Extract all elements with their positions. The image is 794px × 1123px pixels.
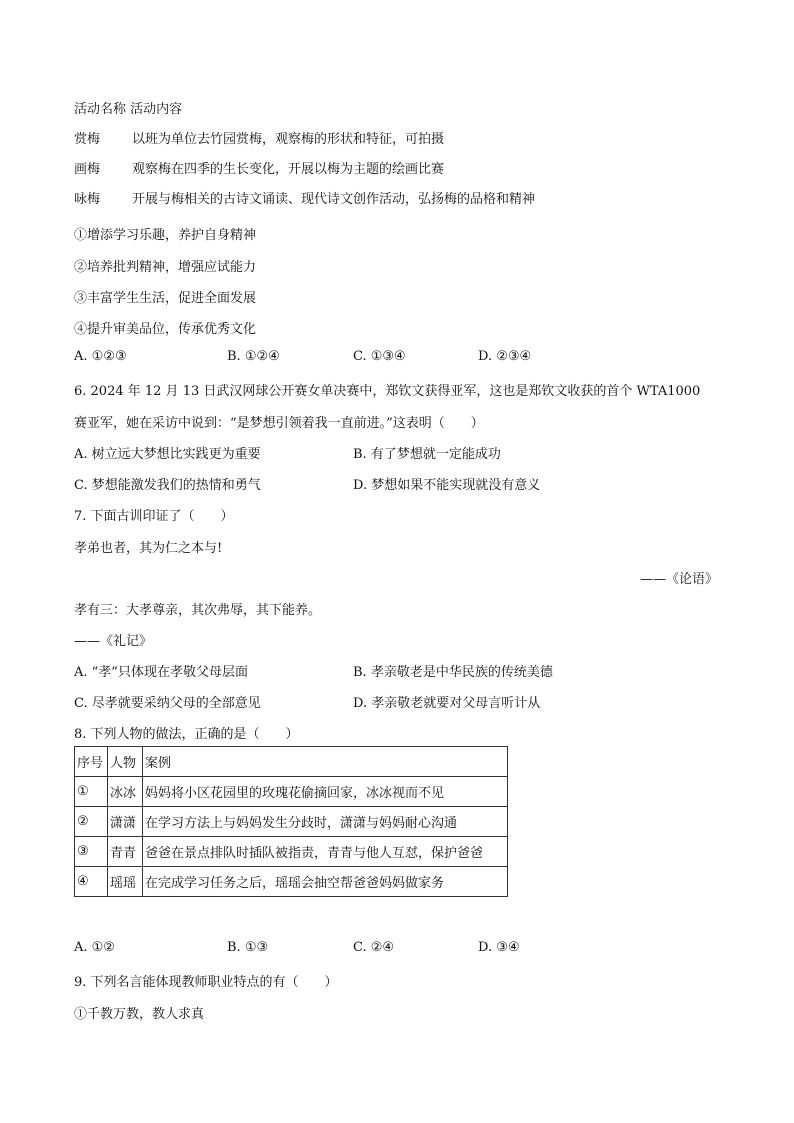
q6-option-c[interactable]: C. 梦想能激发我们的热情和勇气 bbox=[74, 478, 261, 493]
q7-option-b[interactable]: B. 孝亲敬老是中华民族的传统美德 bbox=[353, 665, 553, 680]
q6-option-a[interactable]: A. 树立远大梦想比实践更为重要 bbox=[74, 447, 261, 462]
q5-statement: ①增添学习乐趣，养护自身精神 bbox=[74, 228, 257, 243]
table-cell: 在完成学习任务之后，瑶瑶会抽空帮爸爸妈妈做家务 bbox=[143, 867, 508, 897]
q9-stem: 9. 下列名言能体现教师职业特点的有（ ） bbox=[74, 975, 338, 990]
table-row bbox=[75, 837, 508, 867]
q7-option-a[interactable]: A. “孝”只体现在孝敬父母层面 bbox=[74, 665, 248, 680]
q7-option-c[interactable]: C. 尽孝就要采纳父母的全部意见 bbox=[74, 696, 261, 711]
activity-name: 画梅 bbox=[74, 162, 101, 177]
table-cell: ④ bbox=[75, 867, 108, 897]
q6-stem-line1: 6. 2024 年 12 月 13 日武汉网球公开赛女单决赛中，郑钦文获得亚军，这也是郑钦文收获的首个 WTA1000 bbox=[74, 384, 701, 399]
q7-quote-2: 孝有三：大孝尊亲，其次弗辱，其下能养。 bbox=[74, 603, 322, 618]
q7-option-d[interactable]: D. 孝亲敬老就要对父母言听计从 bbox=[353, 696, 541, 711]
table-cell: ③ bbox=[75, 837, 108, 867]
q8-option-a[interactable]: A. ①② bbox=[74, 940, 115, 955]
q5-option-c[interactable]: C. ①③④ bbox=[353, 349, 406, 364]
q7-stem: 7. 下面古训印证了（ ） bbox=[74, 509, 234, 524]
table-cell: 在学习方法上与妈妈发生分歧时，潇潇与妈妈耐心沟通 bbox=[143, 807, 508, 837]
table-header-cell: 人物 bbox=[108, 747, 143, 777]
table-cell: 瑶瑶 bbox=[108, 867, 143, 897]
q8-stem: 8. 下列人物的做法，正确的是（ ） bbox=[74, 727, 299, 742]
q6-option-b[interactable]: B. 有了梦想就一定能成功 bbox=[353, 447, 501, 462]
activity-name: 咏梅 bbox=[74, 192, 101, 207]
q5-statement: ③丰富学生生活，促进全面发展 bbox=[74, 291, 257, 306]
q7-quote-1: 孝弟也者，其为仁之本与! bbox=[74, 541, 223, 556]
table-header-cell: 序号 bbox=[75, 747, 108, 777]
activity-row bbox=[74, 158, 444, 177]
table-header-row bbox=[75, 747, 508, 777]
activity-row bbox=[74, 128, 444, 147]
table-header-cell: 案例 bbox=[143, 747, 508, 777]
table-cell: 潇潇 bbox=[108, 807, 143, 837]
table-row bbox=[75, 777, 508, 807]
q7-source-2: ——《礼记》 bbox=[74, 634, 153, 649]
q6-stem-line2: 赛亚军，她在采访中说到：“是梦想引领着我一直前进。”这表明（ ） bbox=[74, 416, 484, 431]
table-cell: 爸爸在景点排队时插队被指责，青青与他人互怼，保护爸爸 bbox=[143, 837, 508, 867]
table-row bbox=[75, 867, 508, 897]
table-cell: 冰冰 bbox=[108, 777, 143, 807]
q5-statement: ④提升审美品位，传承优秀文化 bbox=[74, 322, 257, 337]
q5-option-b[interactable]: B. ①②④ bbox=[227, 349, 280, 364]
q8-option-d[interactable]: D. ③④ bbox=[478, 940, 520, 955]
q5-option-d[interactable]: D. ②③④ bbox=[478, 349, 532, 364]
table-row bbox=[75, 807, 508, 837]
q7-source-1: ——《论语》 bbox=[639, 572, 718, 587]
activity-name: 赏梅 bbox=[74, 132, 101, 147]
q9-statement: ①千教万教，教人求真 bbox=[74, 1007, 205, 1022]
q8-case-table bbox=[74, 746, 508, 897]
activity-row bbox=[74, 188, 535, 207]
activity-content: 以班为单位去竹园赏梅，观察梅的形状和特征，可拍摄 bbox=[132, 132, 445, 147]
q6-option-d[interactable]: D. 梦想如果不能实现就没有意义 bbox=[353, 478, 541, 493]
table-cell: ① bbox=[75, 777, 108, 807]
activity-content: 观察梅在四季的生长变化，开展以梅为主题的绘画比赛 bbox=[132, 162, 445, 177]
activity-table-header: 活动名称 活动内容 bbox=[74, 102, 183, 117]
table-cell: 妈妈将小区花园里的玫瑰花偷摘回家，冰冰视而不见 bbox=[143, 777, 508, 807]
table-cell: 青青 bbox=[108, 837, 143, 867]
q5-option-a[interactable]: A. ①②③ bbox=[74, 349, 127, 364]
q8-option-b[interactable]: B. ①③ bbox=[227, 940, 269, 955]
table-cell: ② bbox=[75, 807, 108, 837]
activity-content: 开展与梅相关的古诗文诵读、现代诗文创作活动，弘扬梅的品格和精神 bbox=[132, 192, 536, 207]
q5-statement: ②培养批判精神，增强应试能力 bbox=[74, 260, 257, 275]
q8-option-c[interactable]: C. ②④ bbox=[353, 940, 395, 955]
